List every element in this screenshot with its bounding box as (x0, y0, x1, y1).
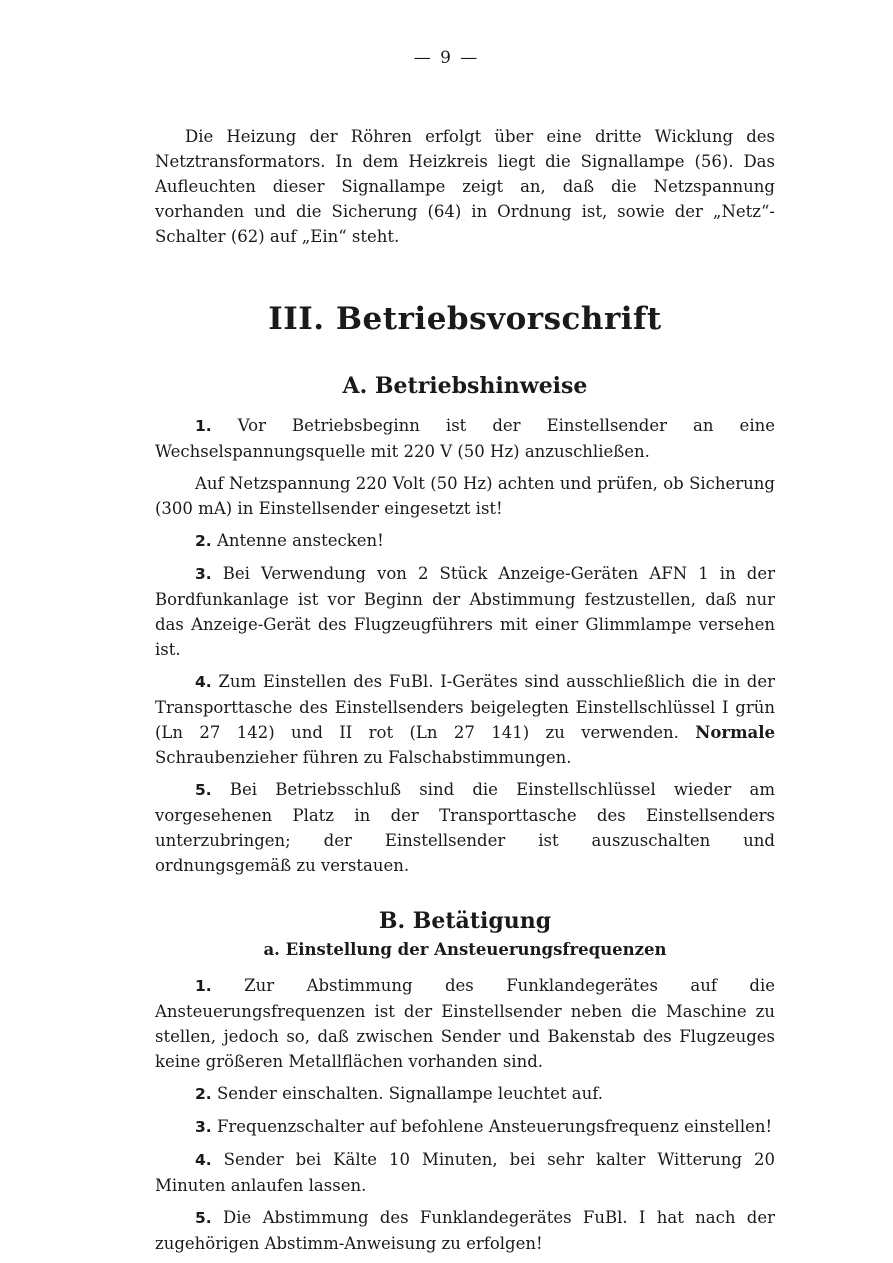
section-title: III. Betriebsvorschrift (268, 301, 662, 337)
item-number: 3. (195, 565, 212, 583)
intro-paragraph: Die Heizung der Röhren erfolgt über eine dritte Wicklung des Netztransformators. In dem Heizkreis liegt die Signallampe (56). Das Aufleuchten dieser Signallampe zeigt an, daß die Netzspannung vorhanden und die Sicherung (64) in Ordnung ist, sowie der „Netz“-Schalter (62) auf „Ein“ steht. (155, 127, 775, 246)
section-b-title-wrap (155, 908, 775, 934)
list-item (155, 1147, 775, 1198)
item-text: Vor Betriebsbeginn ist der Einstellsender an eine Wechselspannungsquelle mit 220 V (50 Hz) anzuschließen. (155, 416, 775, 461)
item-number: 3. (195, 1118, 212, 1136)
item-text: Zur Abstimmung des Funklandegerätes auf die Ansteuerungsfrequenzen ist der Einstellsender neben die Maschine zu stellen, jedoch so, daß zwischen Sender und Bakenstab des Flugzeuges keine größeren Metallflächen vorhanden sind. (155, 976, 775, 1071)
item-text: Bei Betriebsschluß sind die Einstellschlüssel wieder am vorgesehenen Platz in der Transporttasche des Einstellsenders unterzubringen; der Einstellsender ist auszuschalten und ordnungsgemäß zu verstauen. (155, 780, 775, 875)
item-number: 2. (195, 1085, 212, 1103)
item-bold-text: Normale (695, 723, 775, 742)
item-number: 5. (195, 781, 212, 799)
page-number: — 9 — (413, 48, 480, 68)
item-text: Auf Netzspannung 220 Volt (50 Hz) achten und prüfen, ob Sicherung (300 mA) in Einstellsender eingesetzt ist! (155, 474, 775, 518)
item-text: Schraubenzieher führen zu Falschabstimmungen. (155, 748, 572, 767)
list-item (155, 1081, 775, 1107)
item-number: 1. (195, 977, 212, 995)
item-text: Sender einschalten. Signallampe leuchtet auf. (216, 1084, 603, 1103)
section-b-title: B. Betätigung (378, 908, 552, 934)
list-item (155, 1205, 775, 1256)
item-text: Frequenzschalter auf befohlene Ansteuerungsfrequenz einstellen! (216, 1117, 773, 1136)
list-item (155, 973, 775, 1074)
section-a-list (155, 413, 775, 878)
item-text: Sender bei Kälte 10 Minuten, bei sehr kalter Witterung 20 Minuten anlaufen lassen. (155, 1150, 775, 1195)
item-number: 4. (195, 673, 212, 691)
item-number: 5. (195, 1209, 212, 1227)
section-a-title: A. Betriebshinweise (342, 373, 588, 399)
section-title-wrap (155, 301, 775, 337)
item-text: Bei Verwendung von 2 Stück Anzeige-Geräten AFN 1 in der Bordfunkanlage ist vor Beginn der Abstimmung festzustellen, daß nur das Anzeige-Gerät des Flugzeugführers mit einer Glimmlampe versehen ist. (155, 564, 775, 659)
item-number: 2. (195, 532, 212, 550)
list-item (155, 471, 775, 521)
item-text: Die Abstimmung des Funklandegerätes FuBl. I hat nach der zugehörigen Abstimm-Anweisung zu erfolgen! (155, 1208, 775, 1253)
item-text: Antenne anstecken! (216, 531, 384, 550)
list-item (155, 1114, 775, 1140)
section-b-list (155, 973, 775, 1256)
list-item (155, 777, 775, 878)
item-number: 4. (195, 1151, 212, 1169)
list-item (155, 528, 775, 554)
item-text: Zum Einstellen des FuBl. I-Gerätes sind ausschließlich die in der Transporttasche des Einstellsenders beigelegten Einstellschlüssel I grün (Ln 27 142) und II rot (Ln 27 141) zu verwenden. (155, 672, 775, 742)
section-a-title-wrap (155, 373, 775, 399)
page-content (155, 124, 775, 1256)
list-item (155, 413, 775, 464)
list-item (155, 561, 775, 662)
section-b-subtitle: a. Einstellung der Ansteuerungsfrequenzen (263, 940, 667, 959)
item-number: 1. (195, 417, 212, 435)
section-b-subtitle-wrap (155, 940, 775, 959)
list-item (155, 669, 775, 770)
